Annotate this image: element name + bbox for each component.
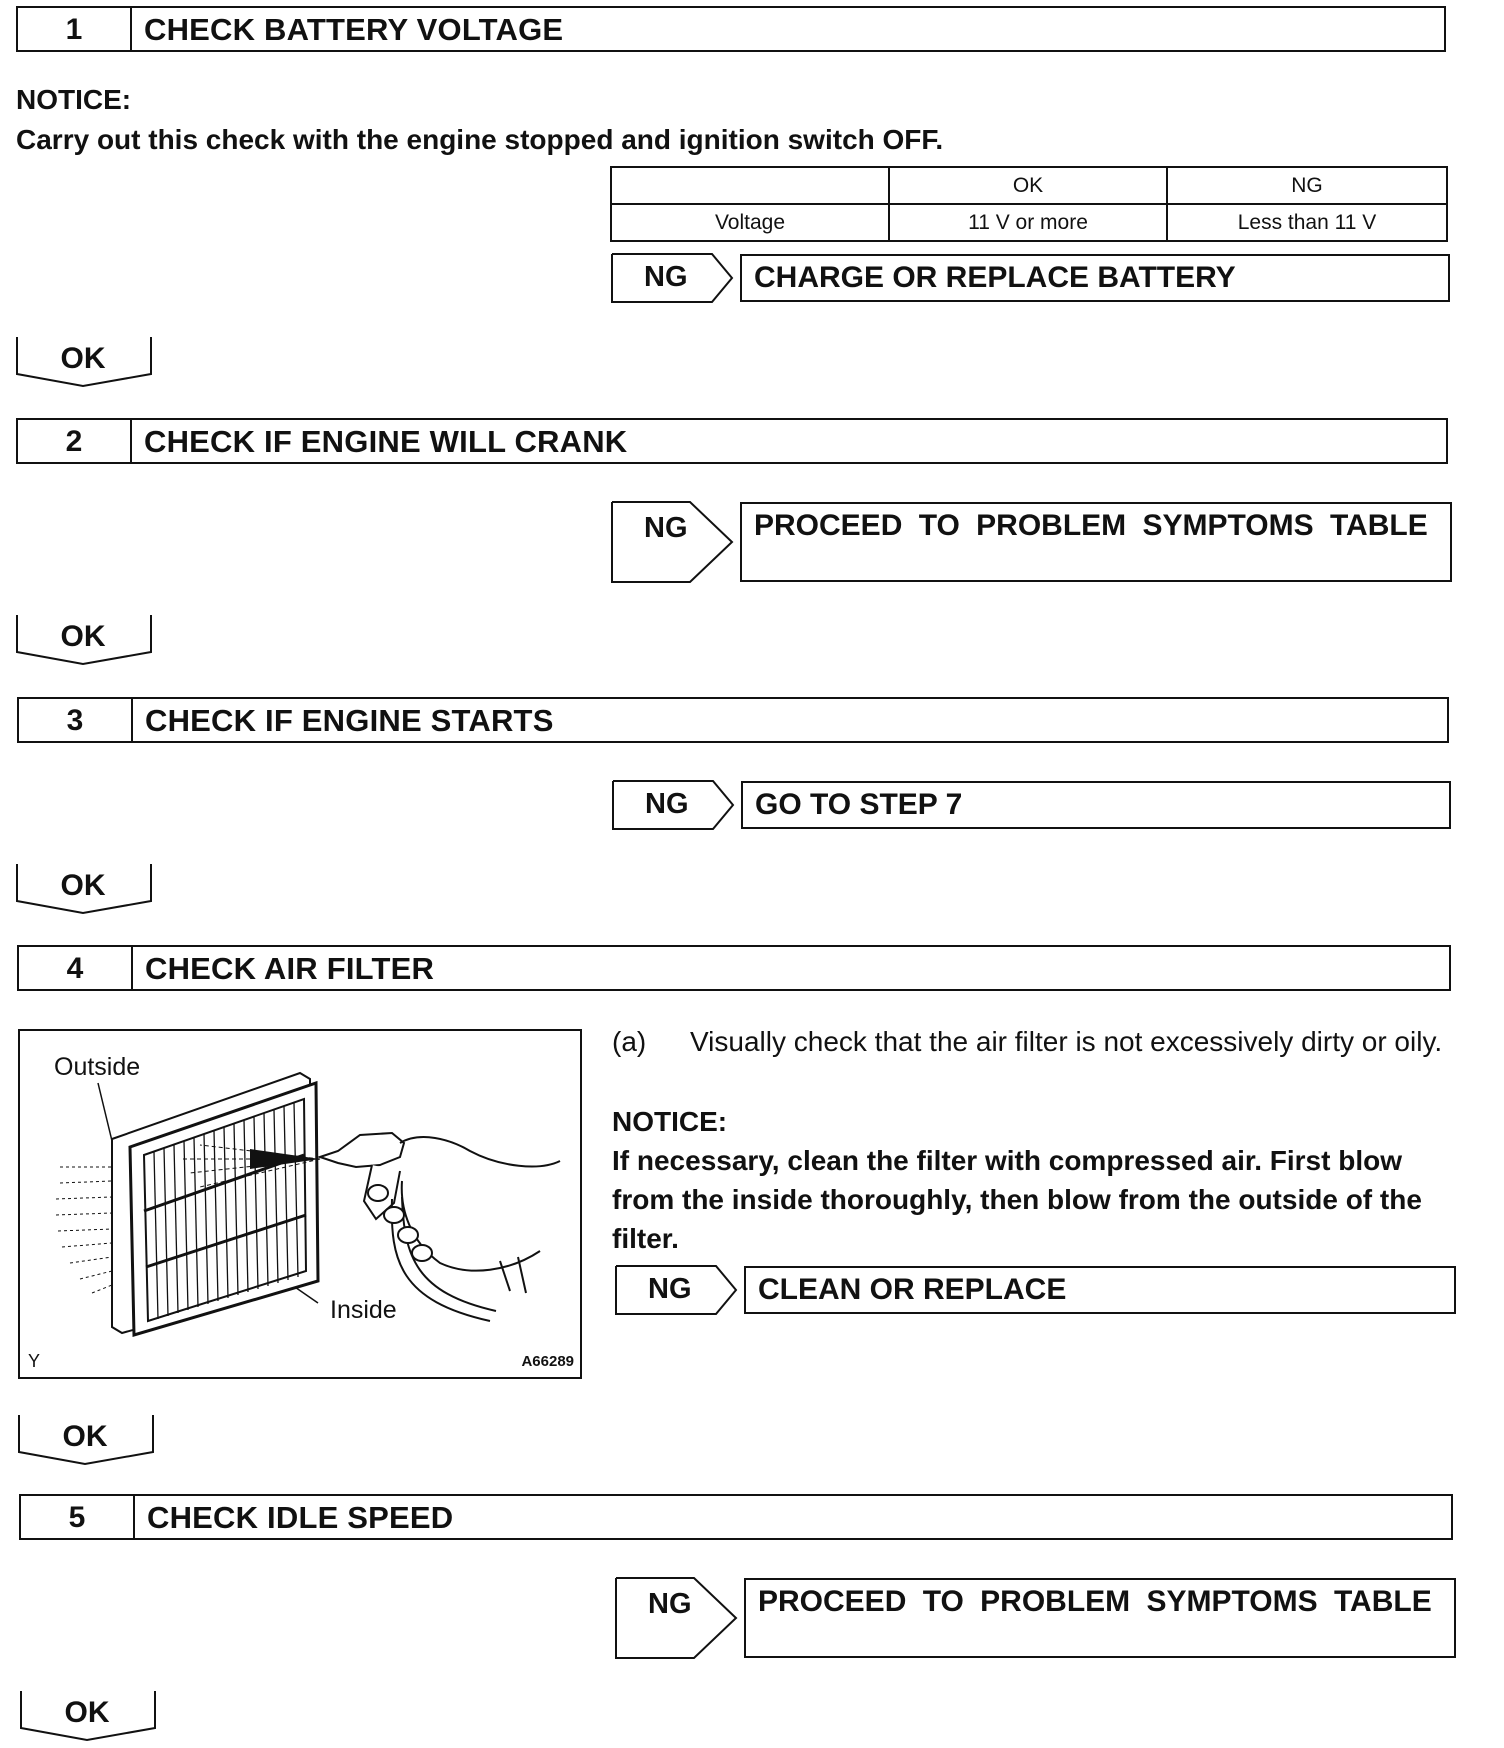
ok-arrow (16, 336, 152, 388)
ok-label: OK (60, 620, 106, 653)
table-cell: Less than 11 V (1167, 204, 1447, 241)
ng-label: NG (644, 261, 688, 293)
ok-arrow (18, 1414, 154, 1466)
step-number: 3 (19, 699, 133, 741)
table-cell: Voltage (611, 204, 889, 241)
ng-label: NG (648, 1588, 692, 1620)
step-number: 1 (18, 8, 132, 50)
table-cell: 11 V or more (889, 204, 1167, 241)
ok-label: OK (60, 342, 106, 375)
label-outside: Outside (54, 1053, 141, 1081)
table-header-cell: NG (1167, 167, 1447, 204)
step-title: CHECK BATTERY VOLTAGE (144, 12, 564, 47)
voltage-table (610, 166, 1448, 242)
step-number: 4 (19, 947, 133, 989)
ok-arrow (16, 863, 152, 915)
figure-id: A66289 (521, 1353, 574, 1370)
table-header-row (611, 167, 1447, 204)
ng-result-box: PROCEED TO PROBLEM SYMPTOMS TABLE (744, 1578, 1456, 1658)
notice-text: Carry out this check with the engine stopped and ignition switch OFF. (16, 124, 944, 155)
label-inside: Inside (330, 1296, 397, 1324)
ok-label: OK (60, 869, 106, 902)
step-2-header (16, 418, 1448, 464)
ng-result-box: GO TO STEP 7 (741, 781, 1451, 829)
step-number: 2 (18, 420, 132, 462)
ok-label: OK (62, 1420, 108, 1453)
step-3-header (17, 697, 1449, 743)
ng-result-box: CHARGE OR REPLACE BATTERY (740, 254, 1450, 302)
step-title: CHECK IF ENGINE STARTS (145, 703, 554, 738)
ok-label: OK (64, 1696, 110, 1729)
figure-corner-code: Y (28, 1351, 41, 1371)
ok-arrow (16, 614, 152, 666)
ng-result-box: CLEAN OR REPLACE (744, 1266, 1456, 1314)
ng-label: NG (644, 512, 688, 544)
air-filter-figure (18, 1029, 582, 1379)
step-5-header (19, 1494, 1453, 1540)
table-header-cell (611, 167, 889, 204)
ng-result-box: PROCEED TO PROBLEM SYMPTOMS TABLE (740, 502, 1452, 582)
step4-notice-heading: NOTICE: (612, 1106, 728, 1137)
step4-notice-text: If necessary, clean the filter with compressed air. First blow from the inside thoroughly, then blow from the outside of the filter. (612, 1145, 1422, 1254)
step4-item-label: (a) (612, 1026, 647, 1057)
notice-heading: NOTICE: (16, 84, 132, 115)
step-title: CHECK IF ENGINE WILL CRANK (144, 424, 628, 459)
step-1-header (16, 6, 1446, 52)
step-title: CHECK AIR FILTER (145, 951, 435, 986)
step-number: 5 (21, 1496, 135, 1538)
table-header-cell: OK (889, 167, 1167, 204)
table-row (611, 204, 1447, 241)
ng-label: NG (648, 1273, 692, 1305)
ng-label: NG (645, 788, 689, 820)
step4-item-text: Visually check that the air filter is not excessively dirty or oily. (690, 1026, 1443, 1057)
step-title: CHECK IDLE SPEED (147, 1500, 454, 1535)
step-4-header (17, 945, 1451, 991)
ok-arrow (20, 1690, 156, 1742)
air-filter-illustration (20, 1031, 580, 1377)
